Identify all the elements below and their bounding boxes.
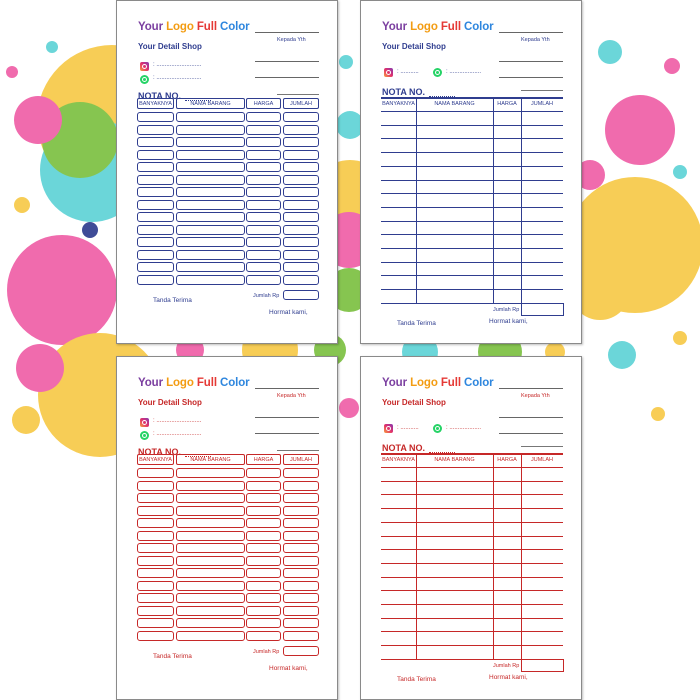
recipient-line xyxy=(255,417,319,418)
kepada-yth-label: Kepada Yth xyxy=(521,393,550,399)
table-row-cell[interactable] xyxy=(137,175,174,185)
table-row-cell[interactable] xyxy=(283,162,319,172)
column-header: NAMA BARANG xyxy=(434,101,475,107)
table-row-cell[interactable] xyxy=(283,531,319,541)
column-header: NAMA BARANG xyxy=(176,454,245,465)
table-row-cell[interactable] xyxy=(283,481,319,491)
nota-number-label: NOTA NO. xyxy=(382,443,425,453)
table-row-cell[interactable] xyxy=(283,262,319,272)
whatsapp-number-text: : ........................... xyxy=(153,75,202,81)
instagram-handle-text: : ........................... xyxy=(153,418,202,424)
recipient-line xyxy=(255,61,319,62)
table-top-rule xyxy=(381,453,563,455)
table-row-cell[interactable] xyxy=(137,468,174,478)
table-row-cell[interactable] xyxy=(176,493,245,503)
column-header: NAMA BARANG xyxy=(176,98,245,109)
table-row-cell[interactable] xyxy=(176,468,245,478)
table-row-cell[interactable] xyxy=(176,543,245,553)
tanda-terima-label: Tanda Terima xyxy=(397,319,436,327)
table-row-cell[interactable] xyxy=(246,250,281,260)
table-row-cell[interactable] xyxy=(176,593,245,603)
whatsapp-number-text: : ........................... xyxy=(153,431,202,437)
table-row-cell[interactable] xyxy=(246,468,281,478)
table-row-cell[interactable] xyxy=(137,606,174,616)
table-row-cell[interactable] xyxy=(137,581,174,591)
table-row-cell[interactable] xyxy=(176,556,245,566)
table-row-cell[interactable] xyxy=(283,518,319,528)
table-row-cell[interactable] xyxy=(176,112,245,122)
shop-detail-text: Your Detail Shop xyxy=(382,42,446,51)
logo-word-your: Your xyxy=(382,377,407,389)
invoice-form-sheet xyxy=(116,356,338,700)
table-row-cell[interactable] xyxy=(246,531,281,541)
table-row[interactable] xyxy=(381,234,563,235)
table-row-cell[interactable] xyxy=(176,631,245,641)
shop-detail-text: Your Detail Shop xyxy=(138,42,202,51)
logo-word-full: Full xyxy=(440,21,461,33)
column-header: NAMA BARANG xyxy=(434,457,475,463)
table-row[interactable] xyxy=(381,536,563,537)
table-row-cell[interactable] xyxy=(137,568,174,578)
bg-circle xyxy=(339,398,359,418)
recipient-line xyxy=(499,433,563,434)
table-row-cell[interactable] xyxy=(246,237,281,247)
column-header: HARGA xyxy=(246,98,281,109)
bg-circle xyxy=(608,341,636,369)
table-row[interactable] xyxy=(381,577,563,578)
recipient-line xyxy=(255,433,319,434)
table-column-divider xyxy=(493,97,494,303)
table-row-cell[interactable] xyxy=(283,606,319,616)
table-row-cell[interactable] xyxy=(137,137,174,147)
table-row-cell[interactable] xyxy=(137,112,174,122)
whatsapp-icon xyxy=(140,75,149,84)
table-row-cell[interactable] xyxy=(137,187,174,197)
table-row[interactable] xyxy=(381,659,563,660)
recipient-line xyxy=(499,32,563,33)
table-row[interactable] xyxy=(381,248,563,249)
table-row-cell[interactable] xyxy=(176,518,245,528)
logo-text xyxy=(382,377,494,389)
bg-circle xyxy=(82,222,98,238)
jumlah-total-field[interactable] xyxy=(521,671,564,672)
table-row[interactable] xyxy=(381,303,563,304)
table-row-cell[interactable] xyxy=(137,631,174,641)
bg-circle xyxy=(598,40,622,64)
table-row[interactable] xyxy=(381,645,563,646)
table-row-cell[interactable] xyxy=(283,250,319,260)
column-header: HARGA xyxy=(497,101,517,107)
logo-text xyxy=(138,377,250,389)
table-row-cell[interactable] xyxy=(176,175,245,185)
whatsapp-icon xyxy=(433,424,442,433)
jumlah-total-field[interactable] xyxy=(283,646,319,656)
table-row-cell[interactable] xyxy=(246,137,281,147)
nota-number-label: NOTA NO. xyxy=(138,91,181,101)
logo-word-logo: Logo xyxy=(410,377,438,389)
table-row-cell[interactable] xyxy=(246,543,281,553)
table-row-cell[interactable] xyxy=(283,137,319,147)
table-row-cell[interactable] xyxy=(283,593,319,603)
table-row-cell[interactable] xyxy=(246,187,281,197)
bg-circle xyxy=(339,55,353,69)
table-row-cell[interactable] xyxy=(137,200,174,210)
table-row-cell[interactable] xyxy=(137,481,174,491)
table-row-cell[interactable] xyxy=(283,493,319,503)
table-row-cell[interactable] xyxy=(176,137,245,147)
kepada-yth-label: Kepada Yth xyxy=(521,37,550,43)
logo-text xyxy=(138,21,250,33)
table-column-divider xyxy=(521,97,522,303)
table-row-cell[interactable] xyxy=(246,631,281,641)
table-row-cell[interactable] xyxy=(283,275,319,285)
bg-circle xyxy=(664,58,680,74)
table-row-cell[interactable] xyxy=(246,581,281,591)
table-row-cell[interactable] xyxy=(176,581,245,591)
table-column-divider xyxy=(416,453,417,659)
table-row-cell[interactable] xyxy=(137,506,174,516)
table-row-cell[interactable] xyxy=(137,150,174,160)
table-row-cell[interactable] xyxy=(137,593,174,603)
table-row[interactable] xyxy=(381,494,563,495)
jumlah-rp-label: Jumlah Rp xyxy=(493,306,520,313)
table-row-cell[interactable] xyxy=(246,618,281,628)
table-row[interactable] xyxy=(381,207,563,208)
bg-circle xyxy=(14,197,30,213)
table-row-cell[interactable] xyxy=(283,468,319,478)
column-header: BANYAKNYA xyxy=(137,98,174,109)
table-row[interactable] xyxy=(381,193,563,194)
logo-word-color: Color xyxy=(464,377,494,389)
table-row-cell[interactable] xyxy=(246,593,281,603)
table-row-cell[interactable] xyxy=(137,543,174,553)
table-row-cell[interactable] xyxy=(176,250,245,260)
table-column-divider xyxy=(493,453,494,659)
table-row-cell[interactable] xyxy=(283,112,319,122)
table-header-rule xyxy=(381,111,563,112)
table-row[interactable] xyxy=(381,262,563,263)
bg-circle xyxy=(46,41,58,53)
table-row[interactable] xyxy=(381,221,563,222)
table-row-cell[interactable] xyxy=(246,518,281,528)
column-header: JUMLAH xyxy=(530,101,553,107)
instagram-icon xyxy=(384,424,393,433)
instagram-handle-text: : ........... xyxy=(397,69,419,75)
table-row-cell[interactable] xyxy=(176,237,245,247)
hormat-kami-label: Hormat kami, xyxy=(489,673,528,681)
logo-word-your: Your xyxy=(138,21,163,33)
table-row-cell[interactable] xyxy=(176,606,245,616)
instagram-icon xyxy=(384,68,393,77)
logo-word-logo: Logo xyxy=(166,377,194,389)
tanda-terima-label: Tanda Terima xyxy=(153,653,192,660)
recipient-line xyxy=(499,77,563,78)
table-row-cell[interactable] xyxy=(283,618,319,628)
table-row-cell[interactable] xyxy=(283,150,319,160)
hormat-kami-label: Hormat kami, xyxy=(269,309,308,316)
shop-detail-text: Your Detail Shop xyxy=(138,398,202,407)
table-row-cell[interactable] xyxy=(283,212,319,222)
table-row-cell[interactable] xyxy=(246,200,281,210)
whatsapp-icon xyxy=(433,68,442,77)
tanda-terima-label: Tanda Terima xyxy=(397,675,436,683)
bg-circle xyxy=(14,96,62,144)
table-row-cell[interactable] xyxy=(176,150,245,160)
hormat-kami-label: Hormat kami, xyxy=(489,317,528,325)
tanda-terima-label: Tanda Terima xyxy=(153,297,192,304)
table-row-cell[interactable] xyxy=(176,125,245,135)
column-header: BANYAKNYA xyxy=(382,457,415,463)
table-row-cell[interactable] xyxy=(283,581,319,591)
table-row[interactable] xyxy=(381,590,563,591)
table-row-cell[interactable] xyxy=(137,212,174,222)
column-header: BANYAKNYA xyxy=(382,101,415,107)
jumlah-total-field[interactable] xyxy=(521,315,564,316)
table-row[interactable] xyxy=(381,152,563,153)
table-row-cell[interactable] xyxy=(176,618,245,628)
table-row-cell[interactable] xyxy=(137,275,174,285)
table-row-cell[interactable] xyxy=(137,162,174,172)
table-row-cell[interactable] xyxy=(176,225,245,235)
table-row-cell[interactable] xyxy=(246,262,281,272)
column-header: JUMLAH xyxy=(283,454,319,465)
instagram-handle-text: : ........................... xyxy=(153,62,202,68)
nota-right-line xyxy=(521,90,563,91)
table-row-cell[interactable] xyxy=(246,568,281,578)
table-row-cell[interactable] xyxy=(176,531,245,541)
table-row-cell[interactable] xyxy=(137,531,174,541)
logo-word-color: Color xyxy=(220,377,250,389)
table-row-cell[interactable] xyxy=(246,493,281,503)
logo-word-your: Your xyxy=(382,21,407,33)
column-header: BANYAKNYA xyxy=(137,454,174,465)
invoice-form-sheet xyxy=(360,356,582,700)
table-row-cell[interactable] xyxy=(246,150,281,160)
hormat-kami-label: Hormat kami, xyxy=(269,665,308,672)
table-column-divider xyxy=(416,97,417,303)
instagram-icon xyxy=(140,62,149,71)
bg-circle xyxy=(651,407,665,421)
logo-word-logo: Logo xyxy=(166,21,194,33)
table-row-cell[interactable] xyxy=(283,556,319,566)
table-row-cell[interactable] xyxy=(283,506,319,516)
bg-circle xyxy=(605,95,675,165)
logo-word-logo: Logo xyxy=(410,21,438,33)
shop-detail-text: Your Detail Shop xyxy=(382,398,446,407)
table-row[interactable] xyxy=(381,481,563,482)
jumlah-rp-label: Jumlah Rp xyxy=(493,662,520,669)
table-row-cell[interactable] xyxy=(283,631,319,641)
jumlah-box-left xyxy=(521,659,522,671)
table-row[interactable] xyxy=(381,180,563,181)
table-row-cell[interactable] xyxy=(246,225,281,235)
table-column-divider xyxy=(521,453,522,659)
table-row-cell[interactable] xyxy=(246,606,281,616)
table-row[interactable] xyxy=(381,275,563,276)
table-row-cell[interactable] xyxy=(176,481,245,491)
logo-word-color: Color xyxy=(464,21,494,33)
recipient-line xyxy=(499,388,563,389)
table-row-cell[interactable] xyxy=(246,481,281,491)
nota-right-line xyxy=(277,94,319,95)
whatsapp-icon xyxy=(140,431,149,440)
jumlah-box-right xyxy=(563,303,564,315)
recipient-line xyxy=(499,417,563,418)
bg-circle xyxy=(6,66,18,78)
table-row-cell[interactable] xyxy=(137,618,174,628)
bg-circle xyxy=(673,165,687,179)
column-header: HARGA xyxy=(246,454,281,465)
instagram-handle-text: : ........... xyxy=(397,425,419,431)
logo-word-color: Color xyxy=(220,21,250,33)
nota-number-label: NOTA NO. xyxy=(138,447,181,457)
table-row-cell[interactable] xyxy=(176,212,245,222)
column-header: HARGA xyxy=(497,457,517,463)
jumlah-box-left xyxy=(521,303,522,315)
table-row-cell[interactable] xyxy=(137,518,174,528)
table-row-cell[interactable] xyxy=(246,175,281,185)
table-row[interactable] xyxy=(381,138,563,139)
table-row[interactable] xyxy=(381,125,563,126)
column-header: JUMLAH xyxy=(283,98,319,109)
table-row-cell[interactable] xyxy=(176,275,245,285)
jumlah-box-right xyxy=(563,659,564,671)
table-row-cell[interactable] xyxy=(283,568,319,578)
table-row-cell[interactable] xyxy=(246,125,281,135)
bg-circle xyxy=(7,235,117,345)
kepada-yth-label: Kepada Yth xyxy=(277,393,306,399)
whatsapp-number-text: : ................... xyxy=(446,69,482,75)
table-row[interactable] xyxy=(381,508,563,509)
bg-circle xyxy=(12,406,40,434)
recipient-line xyxy=(255,77,319,78)
table-row-cell[interactable] xyxy=(137,237,174,247)
table-row-cell[interactable] xyxy=(137,262,174,272)
table-row-cell[interactable] xyxy=(176,262,245,272)
table-row-cell[interactable] xyxy=(246,275,281,285)
invoice-form-sheet xyxy=(360,0,582,344)
table-row-cell[interactable] xyxy=(176,568,245,578)
table-row-cell[interactable] xyxy=(283,543,319,553)
table-row[interactable] xyxy=(381,604,563,605)
table-row-cell[interactable] xyxy=(137,556,174,566)
table-row-cell[interactable] xyxy=(176,506,245,516)
table-row-cell[interactable] xyxy=(246,556,281,566)
table-row[interactable] xyxy=(381,618,563,619)
logo-word-full: Full xyxy=(196,21,217,33)
table-row[interactable] xyxy=(381,549,563,550)
bg-circle xyxy=(673,331,687,345)
table-row-cell[interactable] xyxy=(283,187,319,197)
table-row[interactable] xyxy=(381,166,563,167)
logo-word-full: Full xyxy=(196,377,217,389)
logo-word-your: Your xyxy=(138,377,163,389)
logo-text xyxy=(382,21,494,33)
table-row-cell[interactable] xyxy=(246,162,281,172)
table-row-cell[interactable] xyxy=(283,225,319,235)
table-row-cell[interactable] xyxy=(176,200,245,210)
table-row[interactable] xyxy=(381,631,563,632)
whatsapp-number-text: : ................... xyxy=(446,425,482,431)
table-row[interactable] xyxy=(381,522,563,523)
table-row-cell[interactable] xyxy=(137,493,174,503)
table-row[interactable] xyxy=(381,563,563,564)
table-row-cell[interactable] xyxy=(176,187,245,197)
table-row-cell[interactable] xyxy=(137,225,174,235)
table-row-cell[interactable] xyxy=(137,125,174,135)
table-top-rule xyxy=(381,97,563,99)
table-row-cell[interactable] xyxy=(176,162,245,172)
logo-word-full: Full xyxy=(440,377,461,389)
column-header: JUMLAH xyxy=(530,457,553,463)
jumlah-total-field[interactable] xyxy=(283,290,319,300)
jumlah-rp-label: Jumlah Rp xyxy=(253,293,280,299)
table-row-cell[interactable] xyxy=(246,112,281,122)
table-row-cell[interactable] xyxy=(283,237,319,247)
table-row-cell[interactable] xyxy=(246,506,281,516)
nota-number-label: NOTA NO. xyxy=(382,87,425,97)
recipient-line xyxy=(499,61,563,62)
kepada-yth-label: Kepada Yth xyxy=(277,37,306,43)
nota-right-line xyxy=(277,450,319,451)
table-header-rule xyxy=(381,467,563,468)
recipient-line xyxy=(255,32,319,33)
invoice-form-sheet xyxy=(116,0,338,344)
table-row-cell[interactable] xyxy=(246,212,281,222)
table-row-cell[interactable] xyxy=(283,125,319,135)
table-row-cell[interactable] xyxy=(137,250,174,260)
table-row-cell[interactable] xyxy=(283,200,319,210)
table-row[interactable] xyxy=(381,289,563,290)
nota-right-line xyxy=(521,446,563,447)
table-row-cell[interactable] xyxy=(283,175,319,185)
recipient-line xyxy=(255,388,319,389)
bg-circle xyxy=(16,344,64,392)
instagram-icon xyxy=(140,418,149,427)
jumlah-rp-label: Jumlah Rp xyxy=(253,649,280,655)
